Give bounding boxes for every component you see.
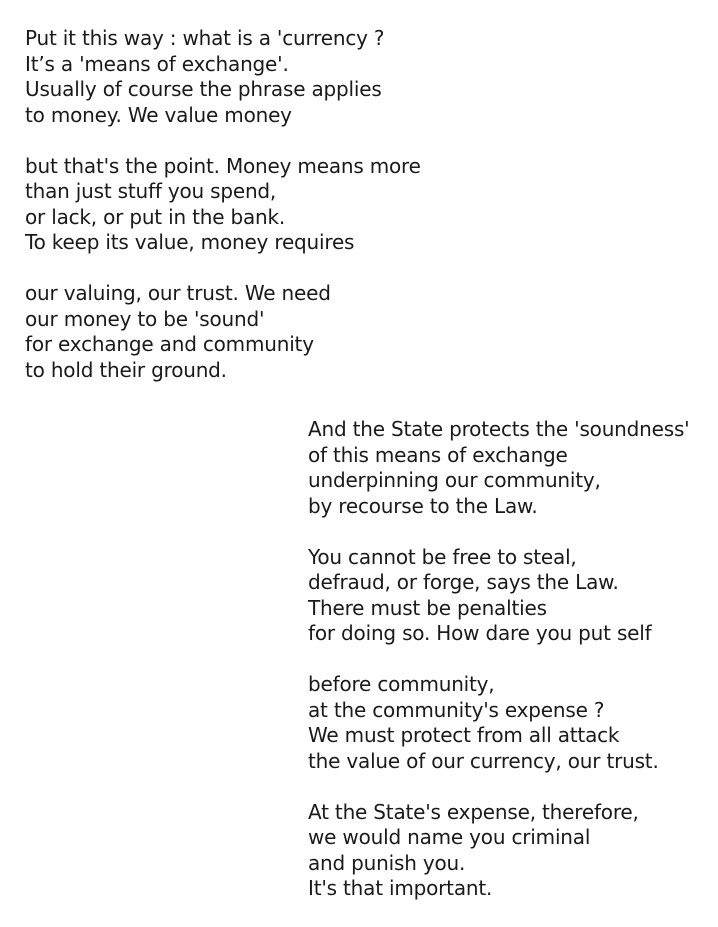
poem-line: by recourse to the Law. [308, 493, 538, 518]
poem-line: And the State protects the 'soundness' [308, 417, 690, 441]
poem-line: than just stuff you spend, [25, 179, 277, 203]
poem-line: At the State's expense, therefore, [308, 799, 639, 824]
poem-line: at the community's expense ? [308, 697, 605, 722]
poem-part-1 [25, 26, 421, 383]
poem-line: to money. We value money [25, 102, 292, 127]
poem-line: There must be penalties [308, 595, 547, 620]
poem-line: We must protect from all attack [308, 723, 620, 747]
stanza [25, 26, 421, 128]
poem-line: or lack, or put in the bank. [25, 204, 286, 229]
poem-line: You cannot be free to steal, [308, 544, 577, 569]
stanza [308, 545, 689, 647]
poem-line: Usually of course the phrase applies [25, 77, 382, 101]
poem-part-2 [308, 417, 689, 902]
poem-line: we would name you criminal [308, 825, 591, 849]
poem-line: but that's the point. Money means more [25, 153, 421, 178]
poem-line: Put it this way : what is a 'currency ? [25, 26, 385, 50]
poem-line: defraud, or forge, says the Law. [308, 570, 619, 594]
poem-line: to hold their ground. [25, 357, 227, 382]
poem-line: It’s a 'means of exchange'. [25, 51, 289, 76]
poem-line: of this means of exchange [308, 442, 568, 467]
stanza [308, 417, 689, 519]
poem-line: It's that important. [308, 876, 493, 900]
poem-line: To keep its value, money requires [25, 230, 355, 254]
stanza [308, 672, 689, 774]
poem-line: for exchange and community [25, 332, 314, 356]
poem-line: before community, [308, 672, 495, 696]
stanza [25, 154, 421, 256]
stanza [308, 800, 689, 902]
poem-line: and punish you. [308, 850, 466, 875]
poem-line: for doing so. How dare you put self [308, 621, 652, 645]
poem-line: our valuing, our trust. We need [25, 281, 331, 305]
poem-line: the value of our currency, our trust. [308, 748, 659, 773]
poem-line: our money to be 'sound' [25, 306, 265, 331]
stanza [25, 281, 421, 383]
poem-line: underpinning our community, [308, 468, 601, 492]
